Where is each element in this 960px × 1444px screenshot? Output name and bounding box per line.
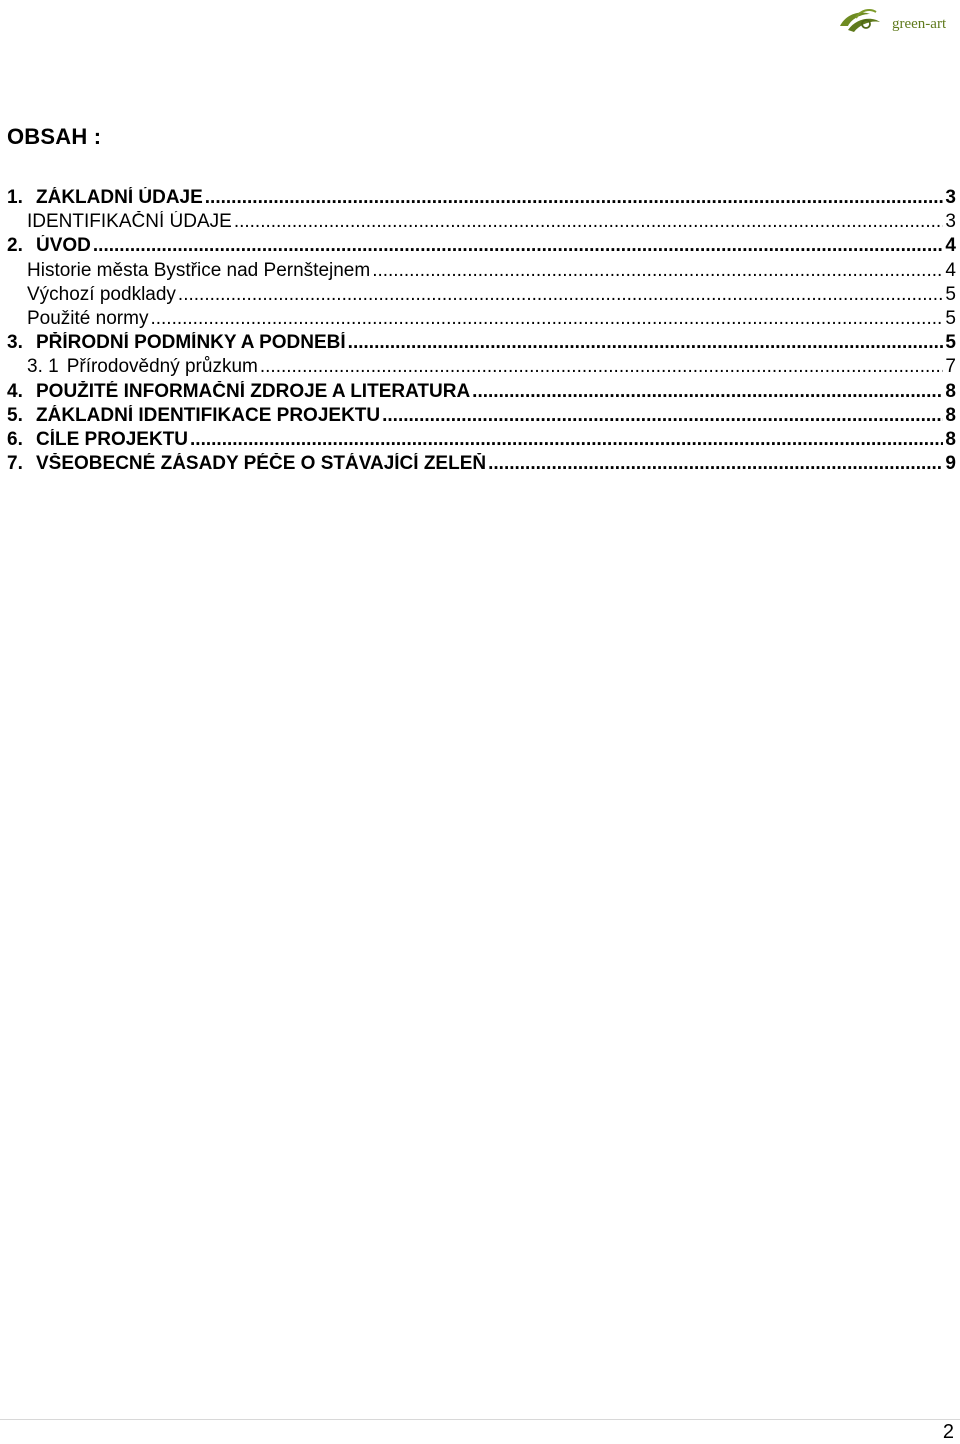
toc-entry[interactable]	[7, 308, 956, 332]
toc-dot-leader	[260, 356, 944, 378]
toc-heading: OBSAH :	[7, 124, 102, 149]
toc-dot-leader	[348, 332, 944, 354]
toc-dot-leader	[488, 453, 943, 475]
toc-entry[interactable]	[7, 284, 956, 308]
toc-entry-title: CÍLE PROJEKTU	[36, 428, 189, 450]
toc-entry-page: 3	[945, 187, 956, 208]
toc-entry-number: 3. 1	[27, 356, 59, 378]
toc-entry[interactable]	[7, 429, 956, 453]
toc-entry[interactable]	[7, 381, 956, 405]
toc-entry-title: PŘÍRODNÍ PODMÍNKY A PODNEBÍ	[36, 332, 346, 354]
toc-entry-title: VŠEOBECNÉ ZÁSADY PÉČE O STÁVAJÍCÍ ZELEŇ	[36, 453, 487, 475]
toc-entry-title: ZÁKLADNÍ IDENTIFIKACE PROJEKTU	[36, 404, 381, 426]
toc-dot-leader	[93, 235, 944, 257]
toc-dot-leader	[205, 187, 944, 209]
toc-entry-title: Výchozí podklady	[27, 283, 176, 305]
toc-entry[interactable]	[7, 405, 956, 429]
toc-dot-leader	[472, 381, 943, 403]
toc-entry[interactable]	[7, 211, 956, 235]
toc-entry[interactable]	[7, 332, 956, 356]
toc-entry[interactable]	[7, 260, 956, 284]
toc-entry-title: ÚVOD	[36, 235, 91, 257]
toc-entry-number: 3.	[7, 332, 23, 354]
leaf-swirl-icon	[836, 4, 946, 40]
toc-entry-page: 4	[945, 235, 956, 257]
toc-entry[interactable]	[7, 187, 956, 211]
toc-entry-number: 4.	[7, 380, 23, 402]
toc-entry-title: ZÁKLADNÍ ÚDAJE	[36, 187, 203, 208]
toc-entry-page: 3	[945, 211, 956, 233]
toc-entry-page: 5	[945, 283, 956, 305]
toc-entry-page: 4	[945, 259, 956, 281]
toc-entry-title: Historie města Bystřice nad Pernštejnem	[27, 259, 371, 281]
toc-entry-title: IDENTIFIKAČNÍ ÚDAJE	[27, 211, 232, 233]
toc-entry-title: Přírodovědný průzkum	[66, 356, 258, 378]
toc-entry[interactable]	[7, 235, 956, 259]
toc-entry-number: 6.	[7, 428, 23, 450]
toc-entry-title: Použité normy	[27, 307, 149, 329]
toc-entry-number: 7.	[7, 453, 23, 475]
green-art-logo	[836, 4, 946, 40]
toc-entry-page: 7	[945, 356, 956, 378]
toc-entry-page: 8	[945, 404, 956, 426]
toc-dot-leader	[150, 308, 943, 330]
logo-text: green-art	[892, 16, 946, 32]
toc-entry-page: 9	[945, 453, 956, 475]
toc-dot-leader	[382, 405, 943, 427]
toc-entry-page: 8	[945, 380, 956, 402]
toc-entry-page: 5	[945, 307, 956, 329]
toc-entry-page: 5	[945, 332, 956, 354]
toc-entry[interactable]	[7, 453, 956, 477]
footer-divider	[0, 1419, 960, 1420]
toc-dot-leader	[372, 260, 943, 282]
page-number: 2	[942, 1421, 954, 1443]
toc-entry-number: 2.	[7, 235, 23, 257]
toc-entry-title: POUŽITÉ INFORMAČNÍ ZDROJE A LITERATURA	[36, 380, 471, 402]
toc-entry-page: 8	[945, 428, 956, 450]
toc-entry[interactable]	[7, 356, 956, 380]
table-of-contents	[7, 187, 956, 477]
toc-dot-leader	[234, 211, 944, 233]
toc-dot-leader	[178, 284, 944, 306]
toc-entry-number: 1.	[7, 187, 23, 208]
toc-entry-number: 5.	[7, 404, 23, 426]
toc-dot-leader	[190, 429, 943, 451]
